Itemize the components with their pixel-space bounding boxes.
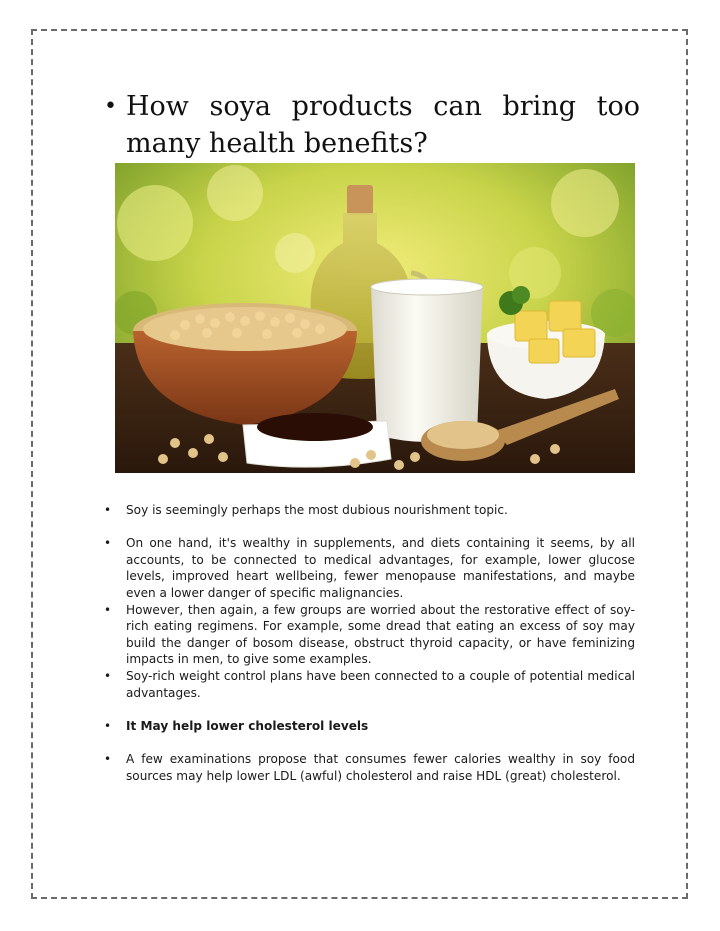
bullet-icon: • [104, 602, 112, 617]
list-item-text: On one hand, it's wealthy in supplements, and diets containing it seems, by all accounts, to be connected to medical advantages, for example, lower glucose levels, improved heart wellbeing, fewer menopause manifestations, and maybe even a lower danger of specific malignancies. [126, 536, 635, 600]
list-item-text: A few examinations propose that consumes fewer calories wealthy in soy food sources may help lower LDL (awful) cholesterol and raise HDL (great) cholesterol. [126, 751, 635, 783]
list-item [104, 502, 635, 519]
list-item [104, 751, 635, 784]
bullet-icon: • [104, 718, 112, 733]
list-item [104, 718, 635, 735]
bullet-icon: • [104, 536, 112, 551]
section-heading: It May help lower cholesterol levels [126, 718, 369, 733]
list-item [104, 602, 635, 668]
bullet-icon: • [104, 751, 112, 766]
list-item [104, 535, 635, 601]
page-title [104, 88, 640, 162]
page-title-text: How soya products can bring too many health benefits? [126, 91, 640, 159]
bullet-icon: • [104, 503, 112, 517]
bullet-list [104, 502, 635, 784]
bullet-icon: • [104, 94, 117, 119]
bullet-icon: • [104, 668, 112, 683]
soy-products-photo [115, 163, 635, 473]
list-item-text: Soy-rich weight control plans have been connected to a couple of potential medical advantages. [126, 668, 635, 700]
list-item [104, 668, 635, 701]
list-item-text: However, then again, a few groups are worried about the restorative effect of soy-rich eating regimens. For example, some dread that eating an excess of soy may build the danger of bosom disease, obstruct thyroid capacity, or have feminizing impacts in men, to give some examples. [126, 602, 635, 667]
list-item-text: Soy is seemingly perhaps the most dubious nourishment topic. [126, 503, 508, 517]
